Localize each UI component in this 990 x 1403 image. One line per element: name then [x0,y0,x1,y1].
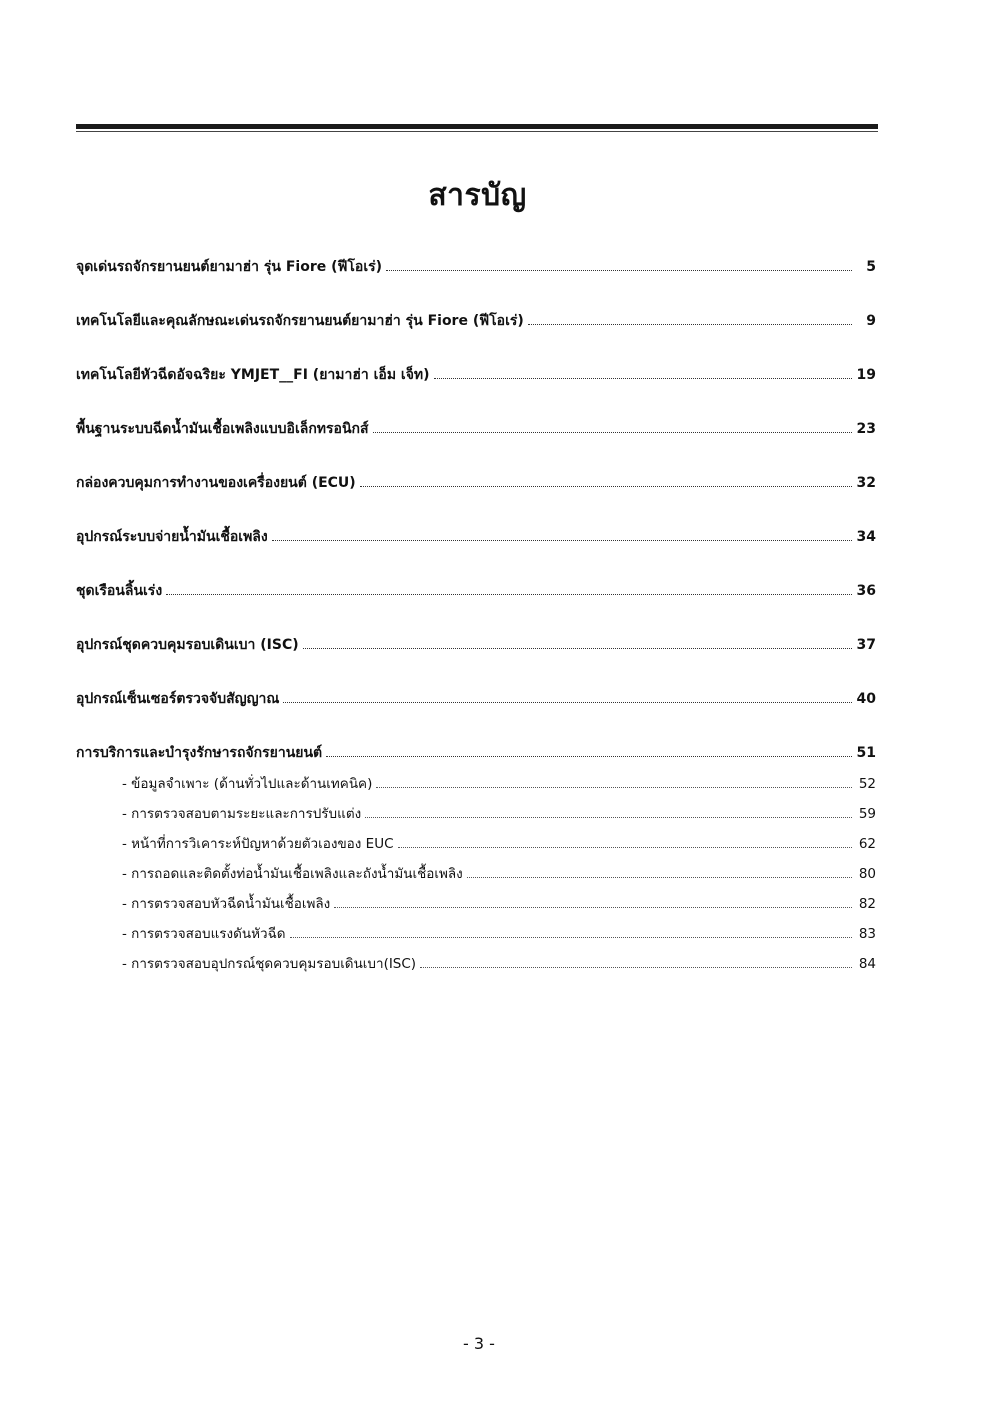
dot-leader [365,807,852,818]
dot-leader [334,897,852,908]
toc-subentry-page: 82 [858,896,876,912]
dot-leader [272,530,852,541]
dot-leader [376,777,852,788]
toc-subentry-page: 84 [858,956,876,972]
toc-entry [76,466,876,520]
toc-entry-label: อุปกรณ์ระบบจ่ายน้ำมันเชื้อเพลิง [76,529,268,545]
toc-subentry [76,802,876,832]
toc-entry-page: 51 [856,745,876,761]
toc-entry [76,250,876,304]
toc-entry-label: ชุดเรือนลิ้นเร่ง [76,583,163,599]
dot-leader [420,957,852,968]
toc-entry-page: 36 [856,583,876,599]
toc-subentry-page: 62 [858,836,876,852]
toc-entry-label: อุปกรณ์เซ็นเซอร์ตรวจจับสัญญาณ [76,691,280,707]
toc-entry [76,628,876,682]
toc-entry-page: 37 [856,637,876,653]
dot-leader [386,260,852,271]
dot-leader [434,368,852,379]
toc-entry-label: เทคโนโลยีหัวฉีดอัจฉริยะ YMJET__FI (ยามาฮ่า เอ็ม เจ็ท) [76,367,430,383]
dot-leader [528,314,852,325]
toc-subentry [76,952,876,982]
toc-subentry-label: - การตรวจสอบตามระยะและการปรับแต่ง [122,806,362,822]
toc-subentry-page: 59 [858,806,876,822]
dot-leader [467,867,852,878]
toc-subentry-label: - การถอดและติดตั้งท่อน้ำมันเชื้อเพลิงและถังน้ำมันเชื้อเพลิง [122,866,463,882]
toc-entry-label: กล่องควบคุมการทำงานของเครื่องยนต์ (ECU) [76,475,356,491]
toc-entry-label: อุปกรณ์ชุดควบคุมรอบเดินเบา (ISC) [76,637,299,653]
toc-entry-page: 32 [856,475,876,491]
header-rule-thin [76,131,878,132]
toc-subentry [76,772,876,802]
toc-entry-label: เทคโนโลยีและคุณลักษณะเด่นรถจักรยานยนต์ยามาฮ่า รุ่น Fiore (ฟีโอเร่) [76,313,524,329]
toc-subentry-page: 52 [858,776,876,792]
toc-entry [76,682,876,736]
dot-leader [360,476,852,487]
toc-entry-page: 19 [856,367,876,383]
dot-leader [373,422,852,433]
toc-entry-page: 34 [856,529,876,545]
toc-subentry-label: - การตรวจสอบอุปกรณ์ชุดควบคุมรอบเดินเบา(ISC) [122,956,417,972]
toc-entry [76,574,876,628]
header-rule [76,124,878,129]
page-number: - 3 - [463,1334,495,1353]
dot-leader [303,638,852,649]
toc-entry [76,358,876,412]
toc-subentry [76,892,876,922]
toc-subentry-label: - ข้อมูลจำเพาะ (ด้านทั่วไปและด้านเทคนิค) [122,776,373,792]
toc-subentry-label: - การตรวจสอบแรงดันหัวฉีด [122,926,286,942]
toc-subentry [76,862,876,892]
toc-subentry-page: 83 [858,926,876,942]
dot-leader [283,692,852,703]
toc-entry-page: 40 [856,691,876,707]
toc-entry [76,736,876,772]
toc-entry-page: 5 [866,259,876,275]
toc-entry-label: การบริการและบำรุงรักษารถจักรยานยนต์ [76,745,323,761]
dot-leader [398,837,852,848]
page-title: สารบัญ [428,178,527,213]
toc-subentry [76,832,876,862]
toc-subentry-page: 80 [858,866,876,882]
dot-leader [290,927,852,938]
toc-entry [76,412,876,466]
dot-leader [326,746,852,757]
toc-entry-page: 9 [866,313,876,329]
toc-entry [76,304,876,358]
toc-subentry-label: - หน้าที่การวิเคาระห์ปัญหาด้วยตัวเองของ EUC [122,836,394,852]
toc-entry [76,520,876,574]
dot-leader [166,584,852,595]
toc-entry-page: 23 [856,421,876,437]
toc-subentry [76,922,876,952]
toc-subentry-label: - การตรวจสอบหัวฉีดน้ำมันเชื้อเพลิง [122,896,331,912]
toc-entry-label: จุดเด่นรถจักรยานยนต์ยามาฮ่า รุ่น Fiore (ฟีโอเร่) [76,259,383,275]
toc-entry-label: พื้นฐานระบบฉีดน้ำมันเชื้อเพลิงแบบอิเล็กทรอนิกส์ [76,421,369,437]
table-of-contents [76,250,876,982]
